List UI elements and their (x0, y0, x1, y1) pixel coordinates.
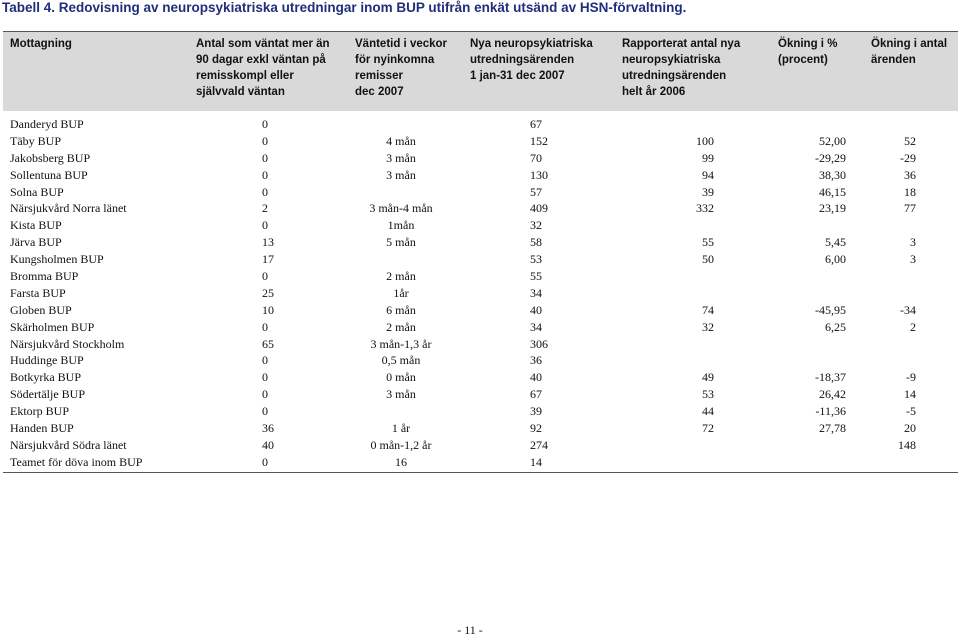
cell-vantetid: 16 (395, 454, 407, 469)
cell-mottagning: Solna BUP (10, 184, 64, 199)
cell-nya: 70 (530, 150, 542, 165)
cell-okning-procent: 23,19 (819, 201, 846, 216)
table-row (0, 437, 960, 454)
table-row (0, 116, 960, 133)
cell-vantetid: 3 mån (386, 167, 416, 182)
cell-mottagning: Huddinge BUP (10, 353, 84, 368)
cell-mottagning: Handen BUP (10, 421, 74, 436)
table-row (0, 133, 960, 150)
cell-nya: 306 (530, 336, 548, 351)
cell-antal-vantat: 0 (262, 133, 268, 148)
cell-nya: 32 (530, 218, 542, 233)
cell-okning-antal: -5 (906, 404, 916, 419)
header-line: neuropsykiatriska (622, 54, 721, 66)
cell-antal-vantat: 0 (262, 454, 268, 469)
header-line: för nyinkomna (355, 54, 435, 66)
header-line: 90 dagar exkl väntan på (196, 54, 326, 66)
cell-okning-procent: 52,00 (819, 133, 846, 148)
cell-vantetid: 4 mån (386, 133, 416, 148)
header-line: utredningsärenden (622, 70, 727, 82)
cell-mottagning: Bromma BUP (10, 269, 79, 284)
cell-okning-procent: 6,00 (825, 252, 846, 267)
cell-antal-vantat: 0 (262, 184, 268, 199)
cell-antal-vantat: 0 (262, 269, 268, 284)
cell-antal-vantat: 36 (262, 421, 274, 436)
cell-okning-procent: -45,95 (815, 302, 846, 317)
cell-rapporterat: 32 (702, 319, 714, 334)
cell-antal-vantat: 0 (262, 404, 268, 419)
cell-antal-vantat: 0 (262, 353, 268, 368)
cell-antal-vantat: 2 (262, 201, 268, 216)
cell-antal-vantat: 25 (262, 285, 274, 300)
cell-mottagning: Danderyd BUP (10, 117, 84, 131)
header-mottagning (10, 36, 72, 52)
cell-okning-antal: 148 (898, 437, 916, 452)
cell-nya: 130 (530, 167, 548, 182)
cell-vantetid: 0 mån (386, 370, 416, 385)
table-row (0, 184, 960, 201)
cell-okning-antal: 36 (904, 167, 916, 182)
cell-mottagning: Botkyrka BUP (10, 370, 82, 385)
table-row (0, 403, 960, 420)
table-row (0, 454, 960, 471)
cell-okning-antal: 2 (910, 319, 916, 334)
cell-mottagning: Globen BUP (10, 302, 72, 317)
cell-okning-antal: 3 (910, 252, 916, 267)
cell-antal-vantat: 0 (262, 387, 268, 402)
cell-mottagning: Närsjukvård Södra länet (10, 437, 127, 452)
header-line: Väntetid i veckor (355, 38, 448, 50)
cell-antal-vantat: 13 (262, 235, 274, 250)
cell-nya: 55 (530, 269, 542, 284)
cell-mottagning: Närsjukvård Norra länet (10, 201, 127, 216)
cell-okning-antal: 3 (910, 235, 916, 250)
header-line: Mottagning (10, 38, 72, 50)
cell-nya: 34 (530, 285, 542, 300)
header-line: remisskompl eller (196, 70, 294, 82)
cell-vantetid: 2 mån (386, 319, 416, 334)
cell-mottagning: Kista BUP (10, 218, 62, 233)
table-title: Tabell 4. Redovisning av neuropsykiatriska utredningar inom BUP utifrån enkät utsänd av HSN-förvaltning. (2, 0, 687, 15)
cell-nya: 14 (530, 454, 542, 469)
cell-rapporterat: 72 (702, 421, 714, 436)
cell-okning-antal: -29 (900, 150, 916, 165)
cell-mottagning: Farsta BUP (10, 285, 66, 300)
cell-antal-vantat: 17 (262, 252, 274, 267)
header-line: remisser (355, 70, 403, 82)
cell-okning-procent: 5,45 (825, 235, 846, 250)
cell-mottagning: Skärholmen BUP (10, 319, 95, 334)
table-row (0, 369, 960, 386)
cell-okning-procent: -11,36 (815, 404, 846, 419)
cell-okning-procent: 46,15 (819, 184, 846, 199)
cell-nya: 34 (530, 319, 542, 334)
cell-okning-antal: 52 (904, 133, 916, 148)
cell-vantetid: 0,5 mån (381, 353, 421, 368)
cell-okning-antal: -9 (906, 370, 916, 385)
cell-vantetid: 1år (393, 285, 409, 300)
cell-okning-antal: 14 (904, 387, 916, 402)
header-line: Antal som väntat mer än (196, 38, 330, 50)
cell-nya: 152 (530, 133, 548, 148)
cell-antal-vantat: 0 (262, 117, 268, 131)
cell-antal-vantat: 0 (262, 167, 268, 182)
cell-vantetid: 3 mån (386, 150, 416, 165)
cell-mottagning: Ektorp BUP (10, 404, 70, 419)
header-okning-procent (778, 36, 837, 68)
cell-okning-procent: 6,25 (825, 319, 846, 334)
cell-antal-vantat: 0 (262, 150, 268, 165)
cell-rapporterat: 332 (696, 201, 714, 216)
cell-mottagning: Jakobsberg BUP (10, 150, 91, 165)
header-line: helt år 2006 (622, 86, 686, 98)
cell-mottagning: Södertälje BUP (10, 387, 85, 402)
cell-nya: 57 (530, 184, 542, 199)
header-line: Ökning i antal (871, 38, 948, 50)
cell-vantetid: 3 mån (386, 387, 416, 402)
cell-mottagning: Järva BUP (10, 235, 62, 250)
cell-okning-procent: -18,37 (815, 370, 846, 385)
header-line: ärenden (871, 54, 916, 66)
table-row (0, 386, 960, 403)
cell-nya: 40 (530, 370, 542, 385)
cell-rapporterat: 55 (702, 235, 714, 250)
cell-mottagning: Kungsholmen BUP (10, 252, 104, 267)
cell-mottagning: Teamet för döva inom BUP (10, 454, 143, 469)
header-line: Ökning i % (778, 38, 838, 50)
cell-okning-antal: 20 (904, 421, 916, 436)
header-antal-vantat (196, 36, 330, 100)
cell-okning-antal: 18 (904, 184, 916, 199)
cell-mottagning: Täby BUP (10, 133, 61, 148)
cell-antal-vantat: 0 (262, 370, 268, 385)
header-top-rule (3, 31, 958, 32)
table-row (0, 251, 960, 268)
cell-nya: 92 (530, 421, 542, 436)
cell-nya: 36 (530, 353, 542, 368)
cell-antal-vantat: 10 (262, 302, 274, 317)
cell-vantetid: 6 mån (386, 302, 416, 317)
cell-rapporterat: 44 (702, 404, 714, 419)
header-line: 1 jan-31 dec 2007 (470, 70, 565, 82)
cell-okning-antal: -34 (900, 302, 916, 317)
table-row (0, 150, 960, 167)
cell-rapporterat: 49 (702, 370, 714, 385)
header-line: utredningsärenden (470, 54, 575, 66)
header-line: självvald väntan (196, 86, 285, 98)
table-row (0, 217, 960, 234)
header-rapporterat (622, 36, 740, 100)
cell-nya: 39 (530, 404, 542, 419)
cell-rapporterat: 94 (702, 167, 714, 182)
cell-vantetid: 3 mån-1,3 år (370, 336, 432, 351)
cell-okning-procent: 38,30 (819, 167, 846, 182)
table-body (0, 116, 960, 471)
cell-nya: 53 (530, 252, 542, 267)
cell-nya: 58 (530, 235, 542, 250)
cell-mottagning: Sollentuna BUP (10, 167, 88, 182)
cell-okning-antal: 77 (904, 201, 916, 216)
cell-nya: 67 (530, 387, 542, 402)
cell-nya: 40 (530, 302, 542, 317)
table-row (0, 234, 960, 251)
table-row (0, 167, 960, 184)
header-nya-utredningar (470, 36, 593, 84)
cell-rapporterat: 39 (702, 184, 714, 199)
header-vantetid (355, 36, 447, 100)
cell-okning-procent: -29,29 (815, 150, 846, 165)
table-row (0, 336, 960, 353)
cell-rapporterat: 100 (696, 133, 714, 148)
cell-antal-vantat: 40 (262, 437, 274, 452)
table-row (0, 200, 960, 217)
cell-nya: 67 (530, 117, 542, 131)
cell-vantetid: 2 mån (386, 269, 416, 284)
cell-rapporterat: 99 (702, 150, 714, 165)
cell-vantetid: 0 mån-1,2 år (370, 437, 432, 452)
table-row (0, 352, 960, 369)
cell-nya: 409 (530, 201, 548, 216)
header-line: Rapporterat antal nya (622, 38, 741, 50)
table-row (0, 420, 960, 437)
cell-okning-procent: 26,42 (819, 387, 846, 402)
table-row (0, 302, 960, 319)
table-bottom-rule (3, 472, 958, 473)
cell-vantetid: 5 mån (386, 235, 416, 250)
cell-mottagning: Närsjukvård Stockholm (10, 336, 125, 351)
cell-rapporterat: 74 (702, 302, 714, 317)
cell-okning-procent: 27,78 (819, 421, 846, 436)
header-line: (procent) (778, 54, 828, 66)
cell-antal-vantat: 0 (262, 218, 268, 233)
cell-antal-vantat: 65 (262, 336, 274, 351)
cell-rapporterat: 50 (702, 252, 714, 267)
table-row (0, 268, 960, 285)
table-row (0, 319, 960, 336)
cell-vantetid: 1 år (391, 421, 411, 436)
cell-vantetid: 1mån (387, 218, 415, 233)
cell-vantetid: 3 mån-4 mån (369, 201, 433, 216)
cell-nya: 274 (530, 437, 548, 452)
table-row (0, 285, 960, 302)
header-line: Nya neuropsykiatriska (470, 38, 593, 50)
cell-rapporterat: 53 (702, 387, 714, 402)
page-number: - 11 - (457, 623, 483, 637)
cell-antal-vantat: 0 (262, 319, 268, 334)
header-okning-antal (871, 36, 947, 68)
header-line: dec 2007 (355, 86, 404, 98)
